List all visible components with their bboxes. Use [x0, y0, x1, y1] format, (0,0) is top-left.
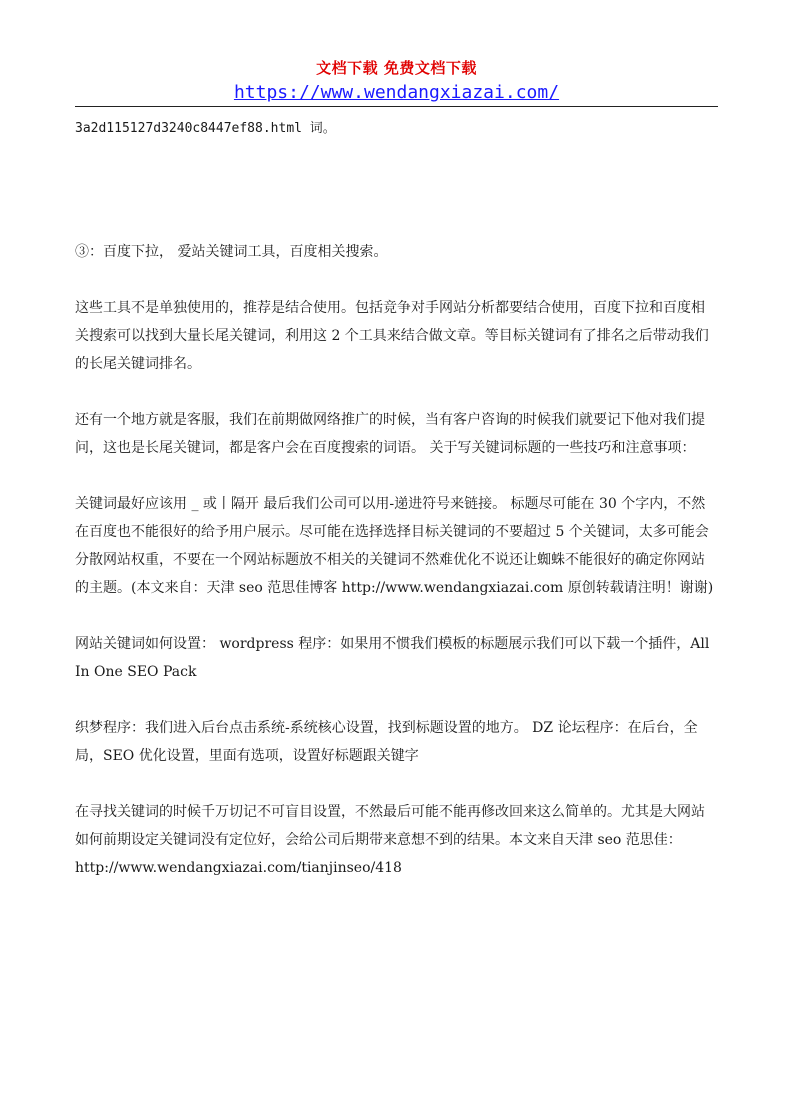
paragraph-5: 网站关键词如何设置： wordpress 程序：如果用不惯我们模板的标题展示我们可以下载一个插件，All In One SEO Pack [75, 636, 710, 680]
paragraph-3: 还有一个地方就是客服，我们在前期做网络推广的时候，当有客户咨询的时候我们就要记下他对我们提问，这也是长尾关键词，都是客户会在百度搜索的词语。 关于写关键词标题的一些技巧和注意事项： [75, 412, 705, 456]
paragraph-0: 3a2d115127d3240c8447ef88.html 词。 [75, 121, 336, 136]
paragraph-4: 关键词最好应该用 _ 或丨隔开 最后我们公司可以用-递进符号来链接。 标题尽可能在 30 个字内，不然在百度也不能很好的给予用户展示。尽可能在选择选择目标关键词的不要超过 5 个关键词，太多可能会分散网站权重，不要在一个网站标题放不相关的关键词不然难优化不说还让蜘蛛不能很好的确定你网站的主题。(本文来自：天津 seo 范思佳博客 http://www.wendangxiazai.com 原创转载请注明！谢谢) [75, 496, 714, 596]
paragraph-6: 织梦程序：我们进入后台点击系统-系统核心设置，找到标题设置的地方。 DZ 论坛程序：在后台，全局，SEO 优化设置，里面有选项，设置好标题跟关键字 [75, 720, 698, 764]
header-title: 文档下载 免费文档下载 [316, 59, 477, 77]
paragraph-1: ③：百度下拉， 爱站关键词工具，百度相关搜索。 [75, 244, 388, 260]
page-header [75, 0, 718, 107]
header-link[interactable]: https://www.wendangxiazai.com/ [233, 82, 560, 103]
paragraph-7: 在寻找关键词的时候千万切记不可盲目设置，不然最后可能不能再修改回来这么简单的。尤其是大网站如何前期设定关键词没有定位好，会给公司后期带来意想不到的结果。本文来自天津 seo 范思佳：http://www.wendangxiazai.com/tianjinseo/418 [75, 804, 705, 876]
document-body [75, 115, 718, 882]
paragraph-2: 这些工具不是单独使用的，推荐是结合使用。包括竞争对手网站分析都要结合使用，百度下拉和百度相关搜索可以找到大量长尾关键词，利用这 2 个工具来结合做文章。等目标关键词有了排名之后带动我们的长尾关键词排名。 [75, 300, 709, 372]
